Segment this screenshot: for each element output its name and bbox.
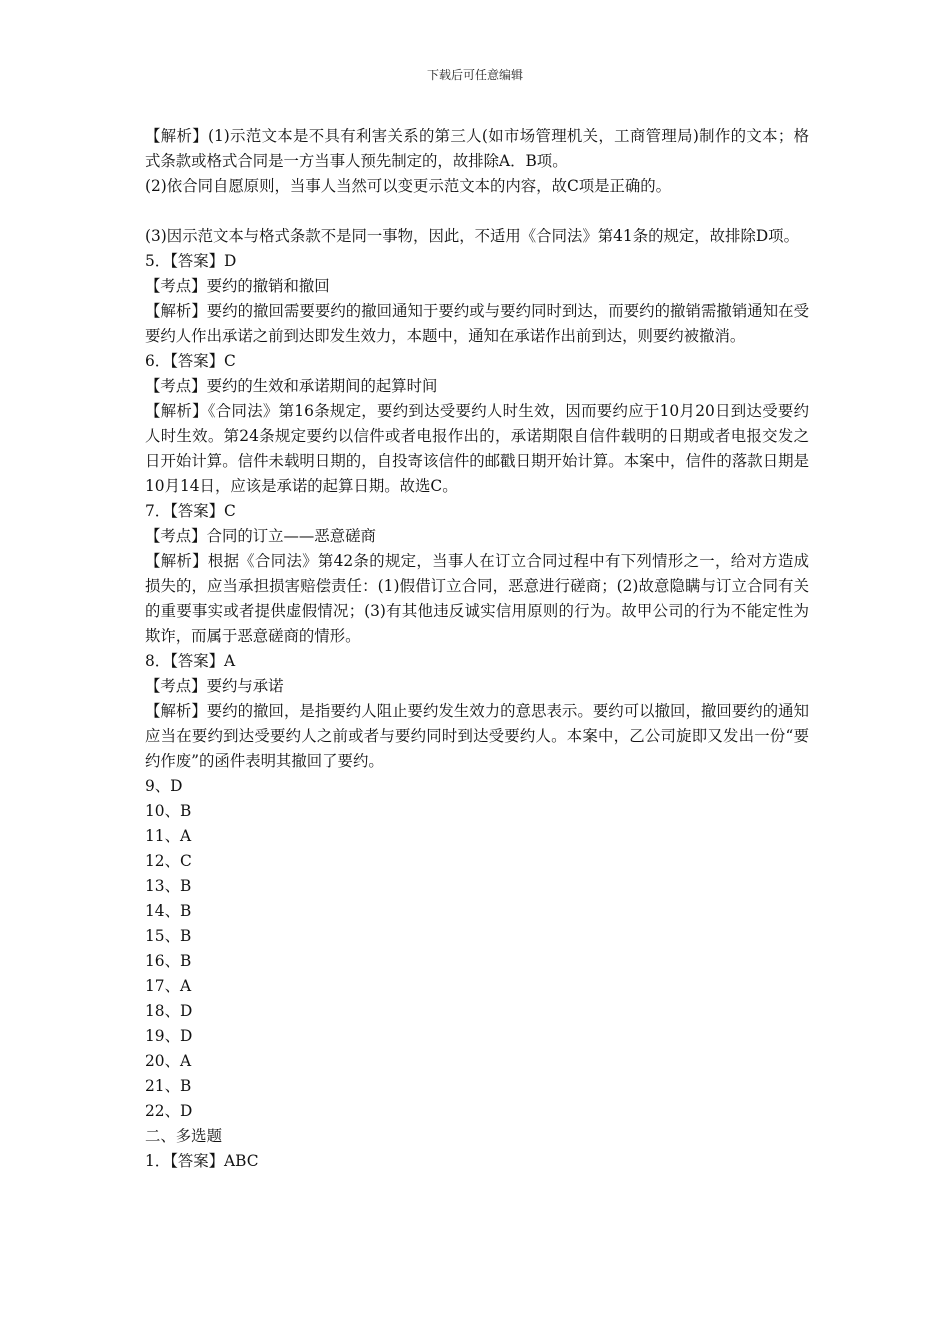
answer-14: 14、B [145, 902, 192, 920]
answer-11: 11、A [145, 827, 192, 845]
answer-19: 19、D [145, 1027, 193, 1045]
answer-16: 16、B [145, 952, 192, 970]
analysis-5: 【解析】要约的撤回需要要约的撤回通知于要约或与要约同时到达，而要约的撤销需撤销通知在受要约人作出承诺之前到达即发生效力，本题中，通知在承诺作出前到达，则要约被撤消。 [145, 302, 809, 345]
answer-13: 13、B [145, 877, 192, 895]
blank-line [145, 199, 809, 224]
analysis-7: 【解析】根据《合同法》第42条的规定，当事人在订立合同过程中有下列情形之一，给对方造成损失的，应当承担损害赔偿责任：(1)假借订立合同，恶意进行磋商；(2)故意隐瞒与订立合同有关的重要事实或者提供虚假情况；(3)有其他违反诚实信用原则的行为。故甲公司的行为不能定性为欺诈，而属于恶意磋商的情形。 [145, 552, 809, 645]
document-body [145, 124, 809, 1174]
paragraph-analysis-4-2: (2)依合同自愿原则，当事人当然可以变更示范文本的内容，故C项是正确的。 [145, 177, 672, 195]
answer-22: 22、D [145, 1102, 193, 1120]
keypoint-7: 【考点】合同的订立——恶意磋商 [145, 527, 376, 545]
section-heading-multiple-choice: 二、多选题 [145, 1127, 222, 1145]
answer-multi-1: 1．【答案】ABC [145, 1152, 259, 1170]
answer-9: 9、D [145, 777, 183, 795]
answer-5: 5．【答案】D [145, 252, 237, 270]
analysis-8: 【解析】要约的撤回，是指要约人阻止要约发生效力的意思表示。要约可以撤回，撤回要约的通知应当在要约到达受要约人之前或者与要约同时到达受要约人。本案中，乙公司旋即又发出一份“要约作废”的函件表明其撤回了要约。 [145, 702, 809, 770]
paragraph-analysis-4-1: 【解析】(1)示范文本是不具有利害关系的第三人(如市场管理机关，工商管理局)制作的文本；格式条款或格式合同是一方当事人预先制定的，故排除A．B项。 [145, 127, 809, 170]
answer-17: 17、A [145, 977, 192, 995]
answer-20: 20、A [145, 1052, 192, 1070]
answer-10: 10、B [145, 802, 192, 820]
keypoint-5: 【考点】要约的撤销和撤回 [145, 277, 330, 295]
answer-7: 7．【答案】C [145, 502, 236, 520]
answer-12: 12、C [145, 852, 192, 870]
answer-21: 21、B [145, 1077, 192, 1095]
keypoint-6: 【考点】要约的生效和承诺期间的起算时间 [145, 377, 438, 395]
paragraph-analysis-4-3: (3)因示范文本与格式条款不是同一事物，因此，不适用《合同法》第41条的规定，故排除D项。 [145, 227, 799, 245]
answer-8: 8．【答案】A [145, 652, 236, 670]
answer-15: 15、B [145, 927, 192, 945]
keypoint-8: 【考点】要约与承诺 [145, 677, 284, 695]
analysis-6: 【解析】《合同法》第16条规定，要约到达受要约人时生效，因而要约应于10月20日到达受要约人时生效。第24条规定要约以信件或者电报作出的，承诺期限自信件载明的日期或者电报交发之日开始计算。信件未载明日期的，自投寄该信件的邮戳日期开始计算。本案中，信件的落款日期是10月14日，应该是承诺的起算日期。故选C。 [145, 402, 809, 495]
answer-18: 18、D [145, 1002, 193, 1020]
page-header: 下载后可任意编辑 [426, 68, 523, 82]
answer-6: 6．【答案】C [145, 352, 236, 370]
